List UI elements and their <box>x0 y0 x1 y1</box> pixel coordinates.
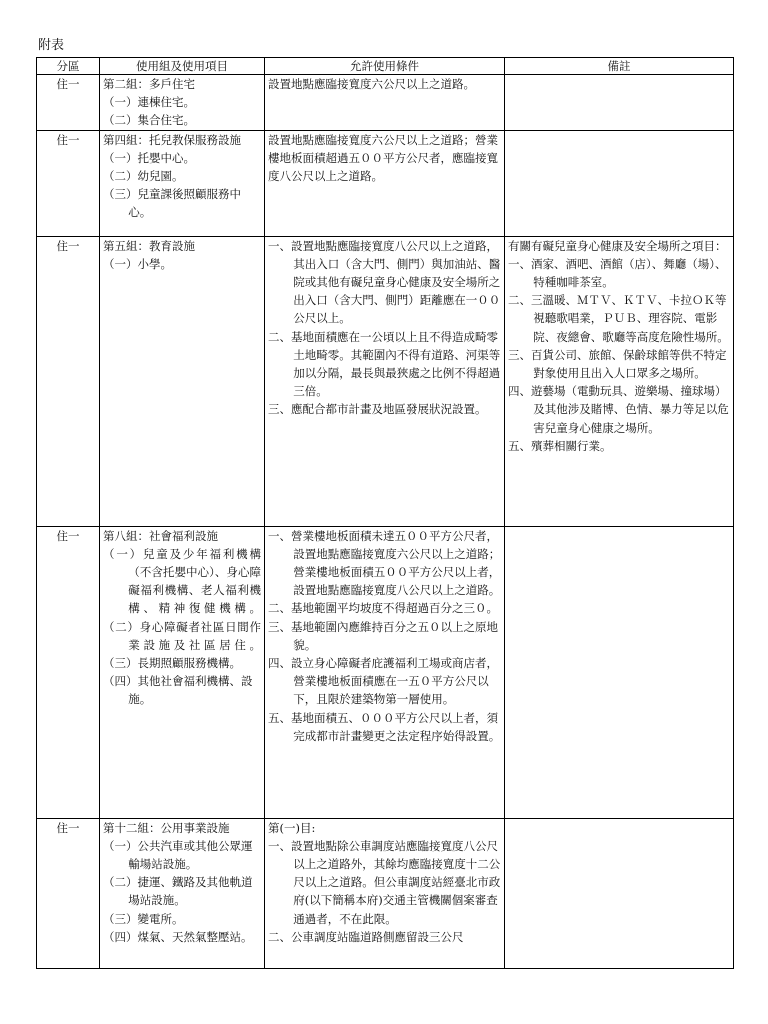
use-item: （二）捷運、鐵路及其他軌道場站設施。 <box>103 875 253 908</box>
table-header-row <box>37 58 734 75</box>
notes-cell <box>505 130 734 236</box>
use-item: （四）煤氣、天然氣整壓站。 <box>103 929 253 944</box>
condition-text: 設置地點應臨接寬度六公尺以上之道路；營業樓地板面積超過五００平方公尺者，應臨接寬度八公尺以上之道路。 <box>268 132 498 184</box>
zone-cell: 住一 <box>37 818 100 968</box>
table-row <box>37 526 734 818</box>
use-group-cell <box>100 130 265 236</box>
condition-item: 三、基地範圍內應維持百分之五０以上之原地貌。 <box>268 619 498 652</box>
conditions-cell <box>265 818 505 968</box>
condition-item: 一、設置地點除公車調度站應臨接寬度八公尺以上之道路外，其餘均應臨接寬度十二公尺以上之道路。但公車調度站經臺北市政府(以下簡稱本府)交通主管機關個案審查通過者，不在此限。 <box>268 838 501 926</box>
header-notes: 備註 <box>505 58 734 75</box>
condition-item: 二、基地範圍平均坡度不得超過百分之三０。 <box>268 601 498 616</box>
use-item: （一）公共汽車或其他公眾運輸場站設施。 <box>103 838 253 872</box>
notes-cell <box>505 236 734 526</box>
use-item: （三）兒童課後照顧服務中心。 <box>103 187 241 220</box>
notes-cell <box>505 818 734 968</box>
table-row <box>37 130 734 236</box>
use-item: （一）兒童及少年福利機構（不含托嬰中心）、身心障礙福利機構、老人福利機構、精神復健機構。 <box>103 546 261 616</box>
conditions-cell <box>265 236 505 526</box>
zoning-table <box>36 57 734 969</box>
header-use-group: 使用組及使用項目 <box>100 58 265 75</box>
use-item: （三）變電所。 <box>103 911 184 926</box>
zone-cell: 住一 <box>37 75 100 131</box>
zone-cell: 住一 <box>37 236 100 526</box>
notes-cell <box>505 75 734 131</box>
use-item: （一）托嬰中心。 <box>103 150 195 165</box>
zone-cell: 住一 <box>37 130 100 236</box>
condition-item: 三、應配合都市計畫及地區發展狀況設置。 <box>268 402 487 417</box>
condition-item: 二、公車調度站臨道路側應留設三公尺 <box>268 929 464 944</box>
conditions-cell <box>265 526 505 818</box>
condition-item: 五、基地面積五、０００平方公尺以上者，須完成都市計畫變更之法定程序始得設置。 <box>268 710 501 743</box>
use-item: （四）其他社會福利機構、設施。 <box>103 674 253 707</box>
group-title: 第四組：托兒教保服務設施 <box>103 132 241 147</box>
use-group-cell <box>100 236 265 526</box>
use-group-cell <box>100 526 265 818</box>
note-item: 二、三溫暖、ＭＴＶ、ＫＴＶ、卡拉ＯＫ等視聽歌唱業，ＰＵＢ、理容院、電影院、夜總會、歌廳等高度危險性場所。 <box>508 293 729 344</box>
condition-item: 一、營業樓地板面積未達五００平方公尺者，設置地點應臨接寬度六公尺以上之道路；營業樓地板面積五００平方公尺以上者，設置地點應臨接寬度八公尺以上之道路。 <box>268 528 501 598</box>
notes-cell <box>505 526 734 818</box>
group-title: 第二組：多戶住宅 <box>103 77 195 91</box>
use-item: （三）長期照顧服務機構。 <box>103 656 241 671</box>
page-title: 附表 <box>38 38 65 53</box>
use-item: （二）身心障礙者社區日間作業設施及社區居住。 <box>103 619 261 652</box>
conditions-cell <box>265 75 505 131</box>
header-conditions: 允許使用條件 <box>265 58 505 75</box>
note-item: 三、百貨公司、旅館、保齡球館等供不特定對象使用且出入人口眾多之場所。 <box>508 347 727 381</box>
group-title: 第五組：教育設施 <box>103 238 195 253</box>
condition-subhead: 第(一)目: <box>268 820 316 835</box>
use-item: （一）小學。 <box>103 256 172 271</box>
condition-text: 設置地點應臨接寬度六公尺以上之道路。 <box>268 77 475 91</box>
group-title: 第八組：社會福利設施 <box>103 528 218 543</box>
note-item: 五、殯葬相關行業。 <box>508 438 612 453</box>
use-group-cell <box>100 75 265 131</box>
condition-item: 一、設置地點應臨接寬度八公尺以上之道路，其出入口（含大門、側門）與加油站、醫院或其他有礙兒童身心健康及安全場所之出入口（含大門、側門）距離應在一００公尺以上。 <box>268 238 501 326</box>
use-item: （一）連棟住宅。 <box>103 95 195 110</box>
use-group-cell <box>100 818 265 968</box>
header-zone: 分區 <box>37 58 100 75</box>
group-title: 第十二組：公用事業設施 <box>103 820 230 835</box>
condition-item: 四、設立身心障礙者庇護福利工場或商店者，營業樓地板面積應在一五０平方公尺以下，且限於建築物第一層使用。 <box>268 656 498 707</box>
note-item: 四、遊藝場（電動玩具、遊樂場、撞球場）及其他涉及賭博、色情、暴力等足以危害兒童身心健康之場所。 <box>508 384 729 435</box>
table-row <box>37 75 734 131</box>
zone-cell: 住一 <box>37 526 100 818</box>
use-item: （二）集合住宅。 <box>103 113 195 128</box>
note-item: 一、酒家、酒吧、酒館（店）、舞廳（場）、特種咖啡茶室。 <box>508 256 727 290</box>
note-text: 有關有礙兒童身心健康及安全場所之項目： <box>508 238 727 253</box>
use-item: （二）幼兒園。 <box>103 169 184 184</box>
condition-item: 二、基地面積應在一公頃以上且不得造成畸零土地畸零。其範圍內不得有道路、河渠等加以分隔，最長與最狹處之比例不得超過三倍。 <box>268 329 501 399</box>
table-row <box>37 236 734 526</box>
table-row <box>37 818 734 968</box>
conditions-cell <box>265 130 505 236</box>
